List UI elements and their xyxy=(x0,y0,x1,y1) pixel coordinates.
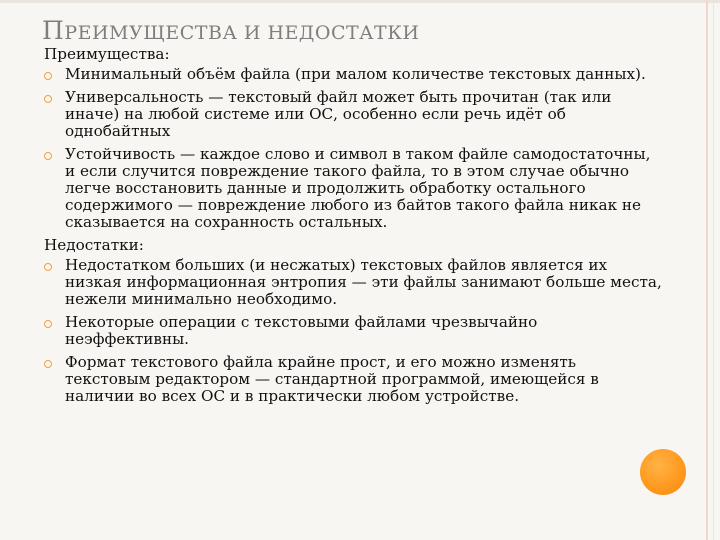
right-border-line-thin xyxy=(713,0,714,540)
ring-bullet-icon xyxy=(44,152,52,160)
disadvantages-heading: Недостатки: xyxy=(44,236,144,254)
slide-title xyxy=(42,16,420,45)
disadvantage-item xyxy=(44,257,665,308)
advantage-text: Универсальность — текстовый файл может быть прочитан (так или иначе) на любой системе или ОС, особенно если речь идёт об однобайтных xyxy=(65,88,612,140)
disadvantage-text: Формат текстового файла крайне прост, и его можно изменять текстовым редактором — стандартной программой, имеющейся в наличии во всех ОС и в практически любом устройстве. xyxy=(65,353,599,405)
disadvantage-item xyxy=(44,354,665,405)
slide-title-initial: П xyxy=(42,16,65,45)
advantages-heading: Преимущества: xyxy=(44,45,170,63)
top-rule xyxy=(0,0,720,3)
advantage-text: Минимальный объём файла (при малом количестве текстовых данных). xyxy=(65,65,646,83)
advantages-list xyxy=(44,66,684,231)
disadvantage-item xyxy=(44,314,665,348)
ring-bullet-icon xyxy=(44,95,52,103)
ring-bullet-icon xyxy=(44,72,52,80)
advantage-item xyxy=(44,146,665,231)
ring-bullet-icon xyxy=(44,263,52,271)
disadvantage-text: Некоторые операции с текстовыми файлами чрезвычайно неэффективны. xyxy=(65,313,538,348)
right-border-line xyxy=(706,0,708,540)
ring-bullet-icon xyxy=(44,320,52,328)
disadvantages-list xyxy=(44,257,684,405)
disadvantage-text: Недостатком больших (и несжатых) текстовых файлов является их низкая информационная энтропия — эти файлы занимают больше места, нежели минимально необходимо. xyxy=(65,256,662,308)
slide-content xyxy=(44,46,684,411)
advantage-item xyxy=(44,66,665,83)
ring-bullet-icon xyxy=(44,360,52,368)
slide-title-rest: РЕИМУЩЕСТВА И НЕДОСТАТКИ xyxy=(64,22,420,44)
advantage-item xyxy=(44,89,665,140)
orange-circle-icon xyxy=(640,449,686,495)
advantage-text: Устойчивость — каждое слово и символ в таком файле самодостаточны, и если случится повреждение такого файла, то в этом случае обычно легче восстановить данные и продолжить обработку остального содержимого — повреждение любого из байтов такого файла никак не сказывается на сохранность остальных. xyxy=(65,145,651,231)
